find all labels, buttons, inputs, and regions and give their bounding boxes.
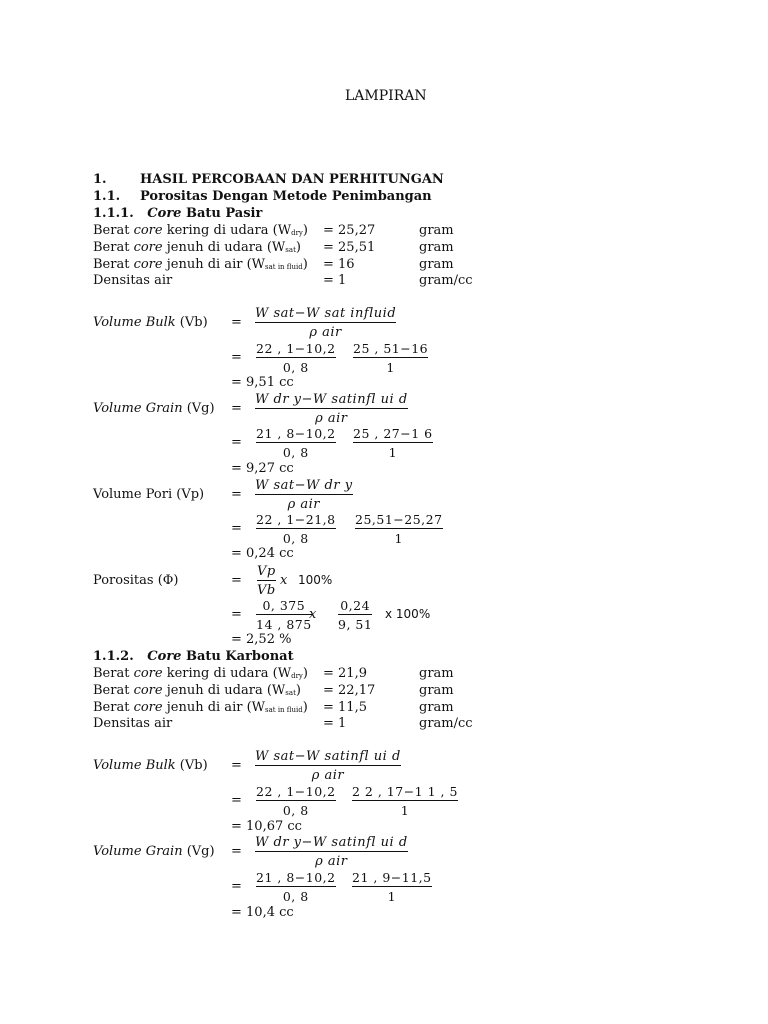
prop-label: Berat core kering di udara $(W_{dry})$ (93, 223, 308, 238)
vg-formula: W dr y−W satinfl ui d ρ air (255, 835, 408, 869)
multiply-sign: x (309, 607, 317, 622)
equals-sign: = (231, 350, 242, 365)
prop-value: = 1 (323, 273, 347, 288)
prop-label: Berat core jenuh di udara $(W_{sat})$ (93, 683, 301, 698)
prop-value: = 25,27 (323, 223, 376, 238)
equals-sign: = (231, 487, 242, 502)
page-title: LAMPIRAN (345, 88, 427, 104)
porosity-fraction-2: 0,24 9, 51 (338, 598, 373, 632)
vb-fraction-2: 2 2 , 17−1 1 , 5 1 (352, 784, 458, 818)
equals-sign: = (231, 573, 242, 588)
prop-value: = 1 (323, 716, 347, 731)
vg-fraction-2: 21 , 9−11,5 1 (352, 870, 432, 904)
heading-batu-karbonat (93, 649, 294, 664)
subsection-title: Porositas Dengan Metode Penimbangan (140, 189, 432, 204)
prop-value: = 22,17 (323, 683, 376, 698)
vp-label: Volume Pori (Vp) (93, 487, 205, 502)
vg-label: Volume Grain (Vg) (93, 844, 215, 859)
porosity-formula: Vp Vb (257, 564, 276, 598)
vb-result: = 9,51 cc (231, 375, 294, 390)
prop-label: Densitas air (93, 716, 173, 731)
vp-formula: W sat−W dr y ρ air (255, 478, 353, 512)
prop-unit: gram (419, 240, 454, 255)
vb-fraction-1: 22 , 1−10,2 0, 8 (256, 784, 336, 818)
equals-sign: = (231, 401, 242, 416)
section-title: HASIL PERCOBAAN DAN PERHITUNGAN (140, 172, 444, 187)
equals-sign: = (231, 793, 242, 808)
equals-sign: = (231, 521, 242, 536)
heading-rest: Batu Karbonat (181, 649, 294, 664)
heading-number: 1.1.1. (93, 206, 134, 221)
vg-fraction-1: 21 , 8−10,2 0, 8 (256, 426, 336, 460)
equals-sign: = (231, 879, 242, 894)
equals-sign: = (231, 607, 242, 622)
equals-sign: = (231, 758, 242, 773)
prop-value: = 11,5 (323, 700, 367, 715)
vg-fraction-1: 21 , 8−10,2 0, 8 (256, 870, 336, 904)
porosity-result: = 2,52 % (231, 632, 292, 647)
prop-label: Berat core jenuh di udara $(W_{sat})$ (93, 240, 301, 255)
prop-unit: gram/cc (419, 716, 473, 731)
prop-value: = 21,9 (323, 666, 367, 681)
section-number: 1. (93, 172, 107, 187)
prop-unit: gram/cc (419, 273, 473, 288)
prop-label: Berat core jenuh di air $(W_{sat in fluid})$ (93, 700, 308, 715)
vb-result: = 10,67 cc (231, 819, 302, 834)
vb-label: Volume Bulk (Vb) (93, 315, 208, 330)
vp-fraction-2: 25,51−25,27 1 (355, 512, 443, 546)
vg-fraction-2: 25 , 27−1 6 1 (353, 426, 433, 460)
prop-unit: gram (419, 223, 454, 238)
vb-label: Volume Bulk (Vb) (93, 758, 208, 773)
equals-sign: = (231, 435, 242, 450)
prop-unit: gram (419, 666, 454, 681)
porosity-label: Porositas (Φ) (93, 573, 179, 588)
prop-value: = 25,51 (323, 240, 376, 255)
heading-rest: Batu Pasir (181, 206, 263, 221)
subsection-number: 1.1. (93, 189, 121, 204)
heading-batu-pasir (93, 206, 262, 221)
percent-factor: x 100% (385, 607, 431, 621)
porosity-fraction-1: 0, 375 14 , 875 (256, 598, 312, 632)
equals-sign: = (231, 315, 242, 330)
vb-fraction-2: 25 , 51−16 1 (353, 341, 429, 375)
heading-number: 1.1.2. (93, 649, 134, 664)
vg-label: Volume Grain (Vg) (93, 401, 215, 416)
prop-label: Densitas air (93, 273, 173, 288)
prop-unit: gram (419, 700, 454, 715)
vp-fraction-1: 22 , 1−21,8 0, 8 (256, 512, 336, 546)
prop-label: Berat core kering di udara $(W_{dry})$ (93, 666, 308, 681)
vg-formula: W dr y−W satinfl ui d ρ air (255, 392, 408, 426)
multiply-sign: x (280, 573, 288, 588)
vb-formula: W sat−W satinfl ui d ρ air (255, 749, 401, 783)
vg-result: = 9,27 cc (231, 461, 294, 476)
heading-core-word: Core (147, 206, 182, 221)
equals-sign: = (231, 844, 242, 859)
vg-result: = 10,4 cc (231, 905, 294, 920)
percent-factor: 100% (298, 573, 333, 587)
prop-unit: gram (419, 257, 454, 272)
prop-label: Berat core jenuh di air $(W_{sat in fluid})$ (93, 257, 308, 272)
vb-fraction-1: 22 , 1−10,2 0, 8 (256, 341, 336, 375)
prop-value: = 16 (323, 257, 355, 272)
prop-unit: gram (419, 683, 454, 698)
vp-result: = 0,24 cc (231, 546, 294, 561)
vb-formula: W sat−W sat influid ρ air (255, 306, 397, 340)
heading-core-word: Core (147, 649, 182, 664)
